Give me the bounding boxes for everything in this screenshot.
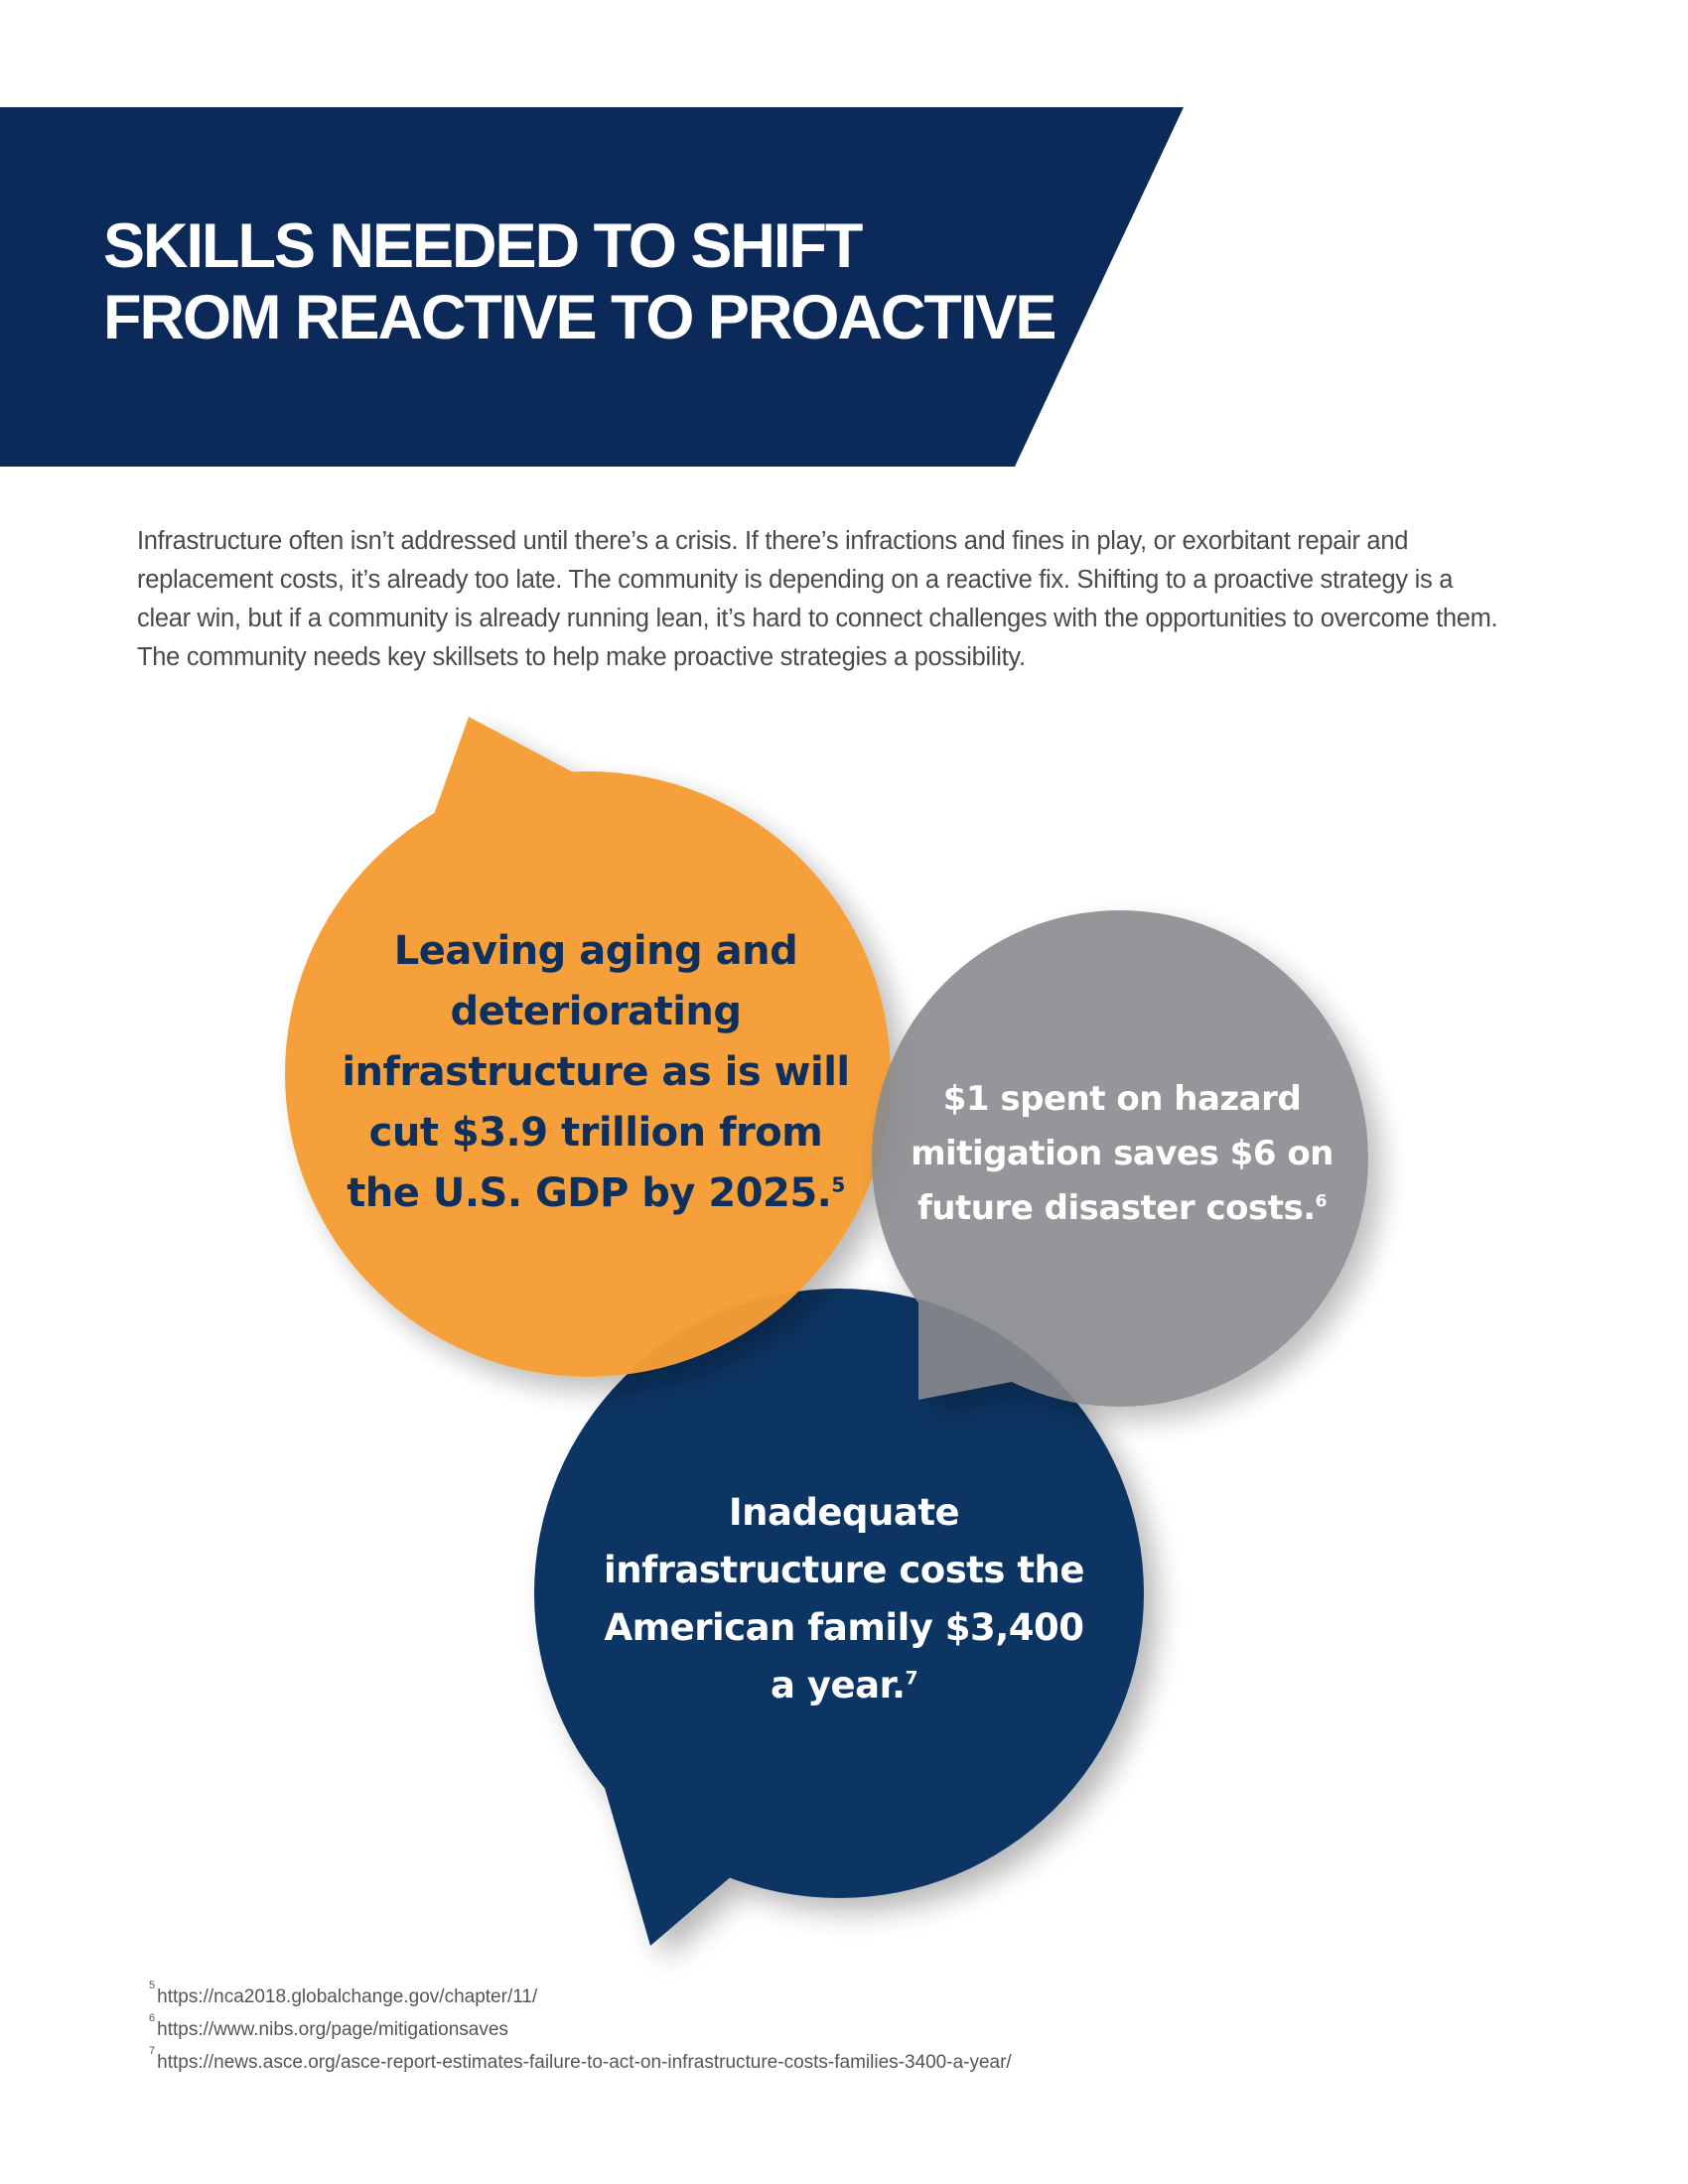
gdp-cost-footnote-ref: 5 [831,1172,845,1197]
footnote-link[interactable]: https://nca2018.globalchange.gov/chapter/11/ [157,1986,538,2007]
page-title-line-2: FROM REACTIVE TO PROACTIVE [103,283,1055,352]
footnote-number: 5 [149,1979,156,1991]
intro-paragraph: Infrastructure often isn’t addressed until there’s a crisis. If there’s infractions and fines in play, or exorbitant repair and replacement costs, it’s already too late. The community is depending on a reactive fix. Shifting to a proactive strategy is a clear win, but if a community is already running lean, it’s hard to connect challenges with the opportunities to overcome them. The community needs key skillsets to help make proactive strategies a possibility. [137,527,1498,671]
footnote-number: 7 [149,2045,156,2057]
footnote-link[interactable]: https://news.asce.org/asce-report-estimates-failure-to-act-on-infrastructure-costs-families-3400-a-year/ [157,2052,1012,2073]
footnote-item [149,1980,1589,2013]
hazard-savings-text: $1 spent on hazard mitigation saves $6 on future disaster costs. [911,1079,1334,1228]
footnote-item [149,2046,1589,2079]
family-cost-statement [596,1484,1092,1714]
hazard-savings-footnote-ref: 6 [1315,1191,1327,1212]
gdp-cost-text: Leaving aging and deteriorating infrastructure as is will cut $3.9 trillion from the U.S. GDP by 2025. [342,928,850,1216]
page-title-line-1: SKILLS NEEDED TO SHIFT [103,211,862,281]
gdp-cost-statement [328,921,864,1224]
footnote-number: 6 [149,2012,156,2024]
footnote-item [149,2013,1589,2046]
footnotes [149,1980,1589,2079]
footnote-link[interactable]: https://www.nibs.org/page/mitigationsaves [157,2019,508,2040]
family-cost-footnote-ref: 7 [905,1668,917,1690]
family-cost-text: Inadequate infrastructure costs the American family $3,400 a year. [604,1491,1084,1706]
hazard-savings-statement [899,1072,1345,1236]
